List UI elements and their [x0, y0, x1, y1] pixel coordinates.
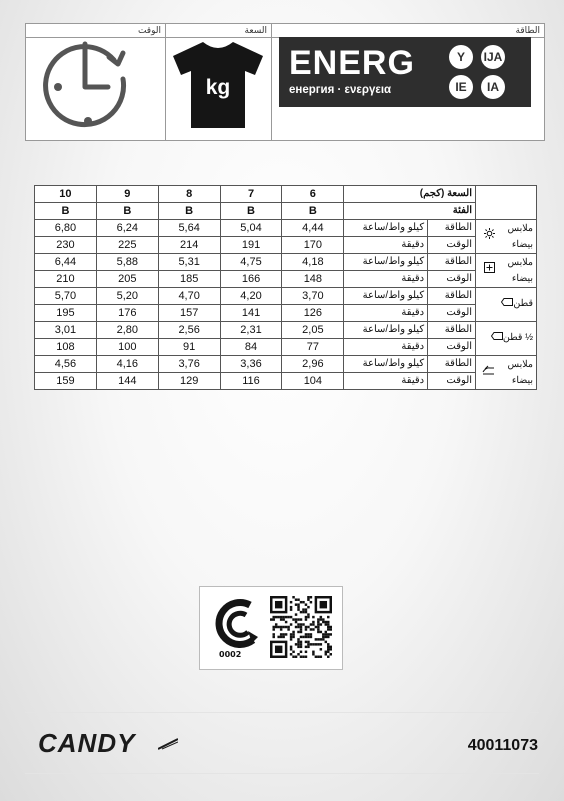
certificate-code: 0002: [219, 650, 242, 659]
energy-value: 2,31: [220, 322, 282, 339]
program-name: ملابس بيضاء: [507, 256, 533, 284]
program-time-row: [35, 237, 537, 254]
time-value: 116: [220, 373, 282, 390]
capacity-value: 7: [220, 186, 282, 203]
energy-word: ENERG: [289, 44, 415, 82]
energy-word: الطاقة: [428, 254, 476, 271]
drum-icon: [484, 262, 495, 279]
energy-value: 3,36: [220, 356, 282, 373]
time-value: 157: [158, 305, 220, 322]
icon-panel: [25, 23, 545, 141]
class-header: الفئة: [344, 203, 476, 220]
time-value: 91: [158, 339, 220, 356]
energy-value: 5,64: [158, 220, 220, 237]
energy-value: 2,56: [158, 322, 220, 339]
energy-value: 4,18: [282, 254, 344, 271]
energy-label: الطاقة: [271, 24, 544, 38]
program-time-row: [35, 373, 537, 390]
time-value: 84: [220, 339, 282, 356]
time-value: 191: [220, 237, 282, 254]
time-cell: [26, 24, 166, 140]
energy-value: 6,24: [96, 220, 158, 237]
logo-swoosh-icon: [158, 738, 178, 750]
class-value: B: [35, 203, 97, 220]
program-time-row: [35, 305, 537, 322]
certificate-card: [199, 586, 343, 670]
program-energy-row: [35, 322, 537, 339]
eco-icon: [482, 365, 495, 381]
energy-value: 2,05: [282, 322, 344, 339]
time-value: 195: [35, 305, 97, 322]
time-word: الوقت: [428, 373, 476, 390]
energy-cell: [271, 24, 544, 140]
time-value: 144: [96, 373, 158, 390]
program-label: [476, 288, 537, 322]
time-value: 225: [96, 237, 158, 254]
time-value: 141: [220, 305, 282, 322]
time-value: 159: [35, 373, 97, 390]
program-name: ½ قطن: [502, 332, 533, 344]
energy-unit: كيلو واط/ساعة: [344, 254, 428, 271]
time-word: الوقت: [428, 339, 476, 356]
class-value: B: [282, 203, 344, 220]
energy-unit: كيلو واط/ساعة: [344, 220, 428, 237]
class-value: B: [96, 203, 158, 220]
capacity-row: [35, 186, 537, 203]
program-name: قطن: [513, 298, 533, 310]
time-value: 185: [158, 271, 220, 288]
clock-icon: [26, 38, 165, 140]
energy-value: 5,04: [220, 220, 282, 237]
energy-value: 2,96: [282, 356, 344, 373]
energy-unit: كيلو واط/ساعة: [344, 356, 428, 373]
energy-word: الطاقة: [428, 288, 476, 305]
time-value: 126: [282, 305, 344, 322]
energy-value: 5,88: [96, 254, 158, 271]
time-value: 170: [282, 237, 344, 254]
lang-code-ia: IA: [481, 75, 505, 99]
program-energy-row: [35, 254, 537, 271]
brand-logo: CANDY: [38, 728, 136, 758]
program-label: [476, 356, 537, 390]
energy-value: 6,44: [35, 254, 97, 271]
tag-half-icon: [491, 330, 503, 346]
time-word: الوقت: [428, 305, 476, 322]
lang-code-y: Y: [449, 45, 473, 69]
time-word: الوقت: [428, 237, 476, 254]
capacity-label: السعة: [165, 24, 271, 38]
time-value: 108: [35, 339, 97, 356]
class-value: B: [220, 203, 282, 220]
energy-badge: [279, 37, 531, 107]
capacity-value: 6: [282, 186, 344, 203]
program-name: ملابس بيضاء: [507, 358, 533, 386]
lang-code-ija: IJA: [481, 45, 505, 69]
time-value: 214: [158, 237, 220, 254]
sun-icon: [484, 228, 495, 245]
energy-unit: كيلو واط/ساعة: [344, 288, 428, 305]
class-value: B: [158, 203, 220, 220]
capacity-value: 8: [158, 186, 220, 203]
time-word: الوقت: [428, 271, 476, 288]
time-value: 148: [282, 271, 344, 288]
energy-value: 4,56: [35, 356, 97, 373]
program-time-row: [35, 271, 537, 288]
program-label: [476, 322, 537, 356]
program-label: [476, 220, 537, 254]
program-energy-row: [35, 288, 537, 305]
time-value: 166: [220, 271, 282, 288]
energy-table: [34, 185, 537, 390]
program-name: ملابس بيضاء: [507, 222, 533, 250]
tag-icon: [501, 296, 513, 312]
program-energy-row: [35, 356, 537, 373]
energy-value: 3,01: [35, 322, 97, 339]
energy-word: الطاقة: [428, 322, 476, 339]
energy-value: 3,76: [158, 356, 220, 373]
time-unit: دقيقة: [344, 373, 428, 390]
time-value: 230: [35, 237, 97, 254]
energy-value: 5,70: [35, 288, 97, 305]
energy-unit: كيلو واط/ساعة: [344, 322, 428, 339]
product-code: 40011073: [467, 737, 538, 754]
energy-value: 5,20: [96, 288, 158, 305]
time-value: 104: [282, 373, 344, 390]
energy-value: 5,31: [158, 254, 220, 271]
time-value: 100: [96, 339, 158, 356]
time-value: 176: [96, 305, 158, 322]
capacity-cell: [165, 24, 272, 140]
time-label: الوقت: [26, 24, 165, 38]
energy-value: 4,75: [220, 254, 282, 271]
energy-subtitle: енергия · ενεργεια: [289, 84, 392, 96]
time-unit: دقيقة: [344, 237, 428, 254]
time-unit: دقيقة: [344, 339, 428, 356]
energy-value: 4,20: [220, 288, 282, 305]
time-value: 205: [96, 271, 158, 288]
time-value: 210: [35, 271, 97, 288]
energy-value: 6,80: [35, 220, 97, 237]
time-unit: دقيقة: [344, 271, 428, 288]
capacity-value: 10: [35, 186, 97, 203]
energy-value: 2,80: [96, 322, 158, 339]
capacity-header: السعة (كجم): [344, 186, 476, 203]
program-energy-row: [35, 220, 537, 237]
energy-value: 4,16: [96, 356, 158, 373]
certification-mark-icon: [208, 593, 268, 655]
energy-word: الطاقة: [428, 220, 476, 237]
program-time-row: [35, 339, 537, 356]
energy-word: الطاقة: [428, 356, 476, 373]
energy-value: 3,70: [282, 288, 344, 305]
program-header-blank: [476, 186, 537, 220]
time-unit: دقيقة: [344, 305, 428, 322]
lang-code-ie: IE: [449, 75, 473, 99]
time-value: 77: [282, 339, 344, 356]
program-label: [476, 254, 537, 288]
time-value: 129: [158, 373, 220, 390]
energy-value: 4,70: [158, 288, 220, 305]
kg-label: kg: [205, 76, 231, 99]
qr-code-icon: [270, 596, 332, 658]
class-row: [35, 203, 537, 220]
capacity-value: 9: [96, 186, 158, 203]
energy-value: 4,44: [282, 220, 344, 237]
